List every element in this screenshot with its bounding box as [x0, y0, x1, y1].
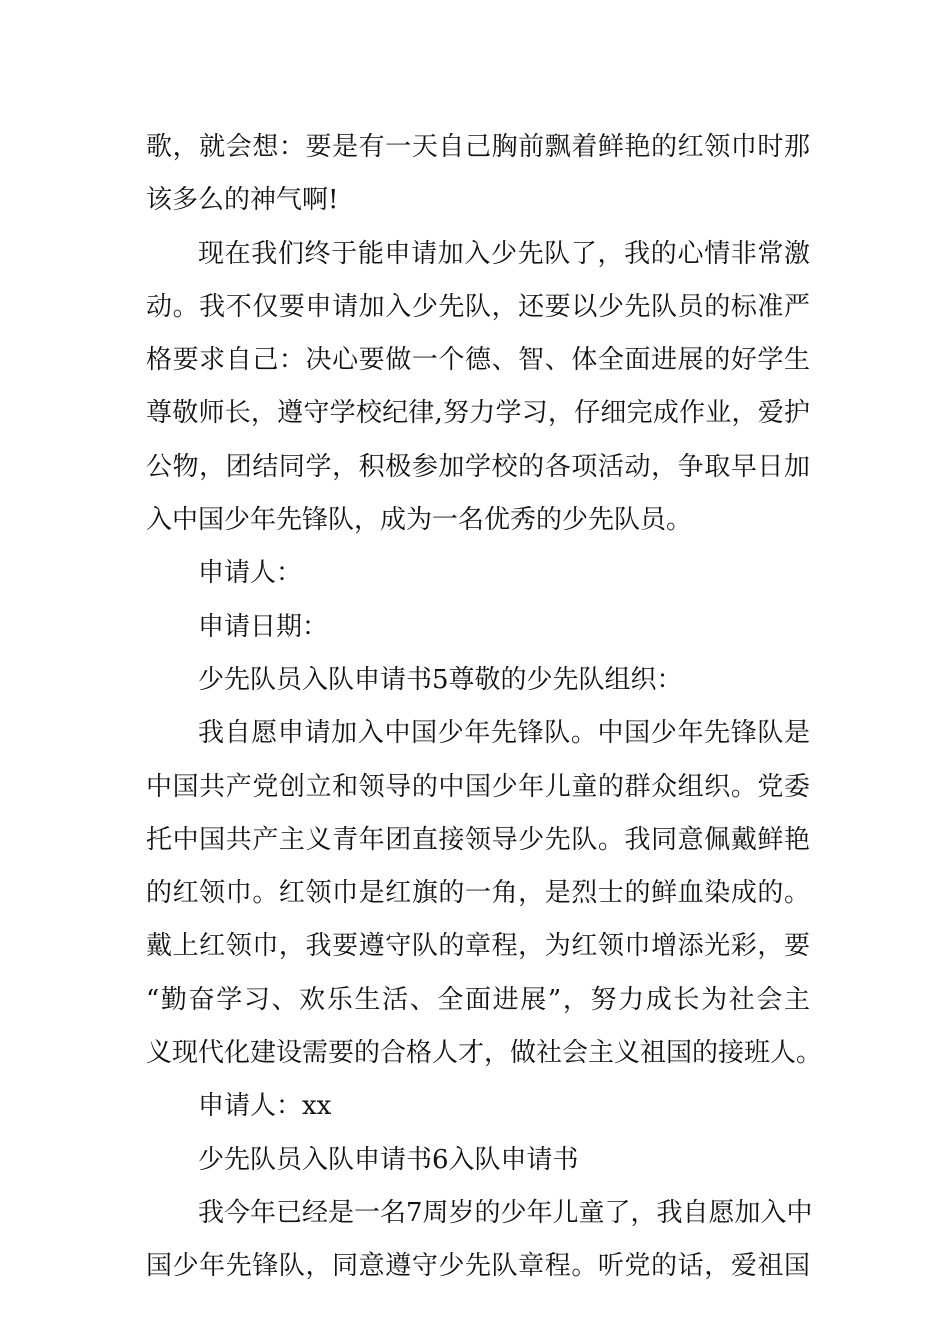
document-body — [146, 121, 823, 1294]
applicant-label: 申请人： — [198, 558, 303, 589]
text-line: 格要求自己：决心要做一个德、智、体全面进展的好学生 — [146, 345, 810, 376]
text-line: 公物，团结同学，积极参加学校的各项活动，争取早日加 — [146, 451, 810, 482]
text-line: 戴上红领巾，我要遵守队的章程，为红领巾增添光彩，要 — [146, 931, 810, 962]
text-line: 托中国共产主义青年团直接领导少先队。我同意佩戴鲜艳 — [146, 824, 810, 855]
application-date-label: 申请日期： — [198, 611, 329, 642]
text-line: 现在我们终于能申请加入少先队了，我的心情非常激 — [198, 238, 810, 269]
text-line: 入中国少年先锋队，成为一名优秀的少先队员。 — [146, 505, 693, 536]
text-line: 我今年已经是一名7周岁的少年儿童了，我自愿加入中 — [198, 1197, 813, 1228]
text-line: 歌，就会想：要是有一天自己胸前飘着鲜艳的红领巾时那 — [146, 132, 810, 162]
text-line: 中国共产党创立和领导的中国少年儿童的群众组织。党委 — [146, 771, 810, 802]
text-line: 该多么的神气啊! — [146, 185, 339, 216]
text-line: 国少年先锋队，同意遵守少先队章程。听党的话，爱祖国 — [146, 1251, 810, 1282]
text-line: 的红领巾。红领巾是红旗的一角，是烈士的鲜血染成的。 — [146, 878, 810, 909]
applicant-signature: 申请人：xx — [198, 1091, 332, 1122]
text-line: 义现代化建设需要的合格人才，做社会主义祖国的接班人。 — [146, 1038, 823, 1069]
section-heading: 少先队员入队申请书5尊敬的少先队组织： — [198, 664, 683, 695]
text-line: 我自愿申请加入中国少年先锋队。中国少年先锋队是 — [198, 718, 810, 749]
text-line: 尊敬师长，遵守学校纪律,努力学习，仔细完成作业，爱护 — [146, 398, 810, 429]
text-line: 动。我不仅要申请加入少先队，还要以少先队员的标准严 — [146, 291, 810, 322]
text-line: “勤奋学习、欢乐生活、全面进展”，努力成长为社会主 — [146, 984, 810, 1015]
section-heading: 少先队员入队申请书6入队申请书 — [198, 1144, 579, 1175]
